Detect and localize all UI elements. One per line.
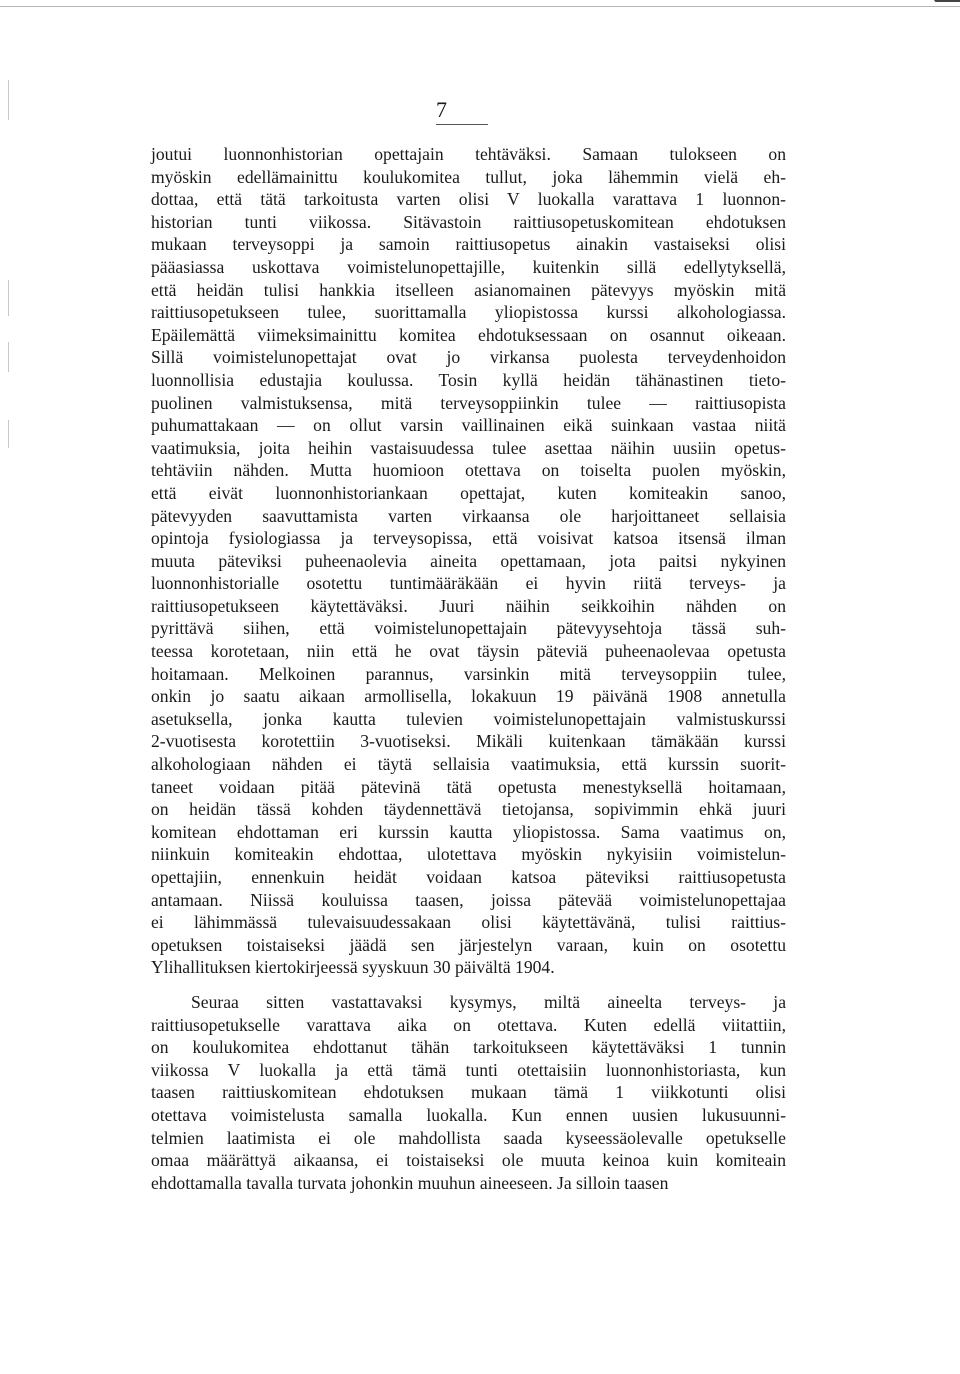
text-line: että heidän tulisi hankkia itselleen asianomainen pätevyys myöskin mitä: [151, 279, 786, 300]
text-line: muuta päteviksi puheenaolevia aineita opettamaan, jota paitsi nykyinen: [151, 550, 786, 571]
text-line: telmien laatimista ei ole mahdollista saada kyseessäolevalle opetukselle: [151, 1127, 786, 1148]
text-line: raittiusopetukseen tulee, suorittamalla yliopistossa kurssi alkohologiassa.: [151, 302, 786, 323]
text-line: ei lähimmässä tulevaisuudessakaan olisi käytettävänä, tulisi raittius-: [151, 912, 786, 933]
text-line: historian tunti viikossa. Sitävastoin raittiusopetuskomitean ehdotuksen: [151, 211, 786, 232]
text-line: Ylihallituksen kiertokirjeessä syyskuun 30 päivältä 1904.: [151, 957, 555, 978]
text-line: luonnollisia edustajia koulussa. Tosin kyllä heidän tähänastinen tieto-: [151, 369, 786, 390]
text-line: opettajiin, ennenkuin heidät voidaan katsoa päteviksi raittiusopetusta: [151, 867, 786, 887]
text-line: otettava voimistelusta samalla luokalla. Kun ennen uusien lukusuunni-: [151, 1104, 786, 1125]
text-line: puolinen valmistuksensa, mitä terveysoppiinkin tulee — raittiusopista: [151, 392, 786, 413]
text-line: 2-vuotisesta korotettiin 3-vuotiseksi. Mikäli kuitenkaan tämäkään kurssi: [151, 731, 786, 752]
text-line: luonnonhistorialle osotettu tuntimääräkään ei hyvin riitä terveys- ja: [151, 573, 786, 594]
scan-edge-mark: [8, 80, 9, 120]
text-line: taasen raittiuskomitean ehdotuksen mukaan tämä 1 viikkotunti olisi: [151, 1082, 786, 1103]
text-line: Epäilemättä viimeksimainittu komitea ehdotuksessaan on osannut oikeaan.: [151, 324, 786, 345]
paragraph: [151, 991, 786, 1194]
text-line: että eivät luonnonhistoriankaan opettajat, kuten komiteakin sanoo,: [151, 482, 786, 503]
top-edge-rule: [0, 6, 960, 7]
text-line: tehtäviin nähden. Mutta huomioon otettava on toiselta puolen myöskin,: [151, 460, 786, 481]
text-line: joutui luonnonhistorian opettajain tehtäväksi. Samaan tulokseen on: [151, 144, 786, 164]
text-line: puhumattakaan — on ollut varsin vaillinainen eikä suinkaan vastaa niitä: [151, 415, 786, 436]
body-text: [151, 143, 786, 1194]
page-number-underline: [436, 124, 488, 125]
text-line: dottaa, että tätä tarkoitusta varten olisi V luokalla varattava 1 luonnon-: [151, 189, 786, 210]
text-line: alkohologiaan nähden ei täytä sellaisia vaatimuksia, että kurssin suorit-: [151, 754, 786, 775]
page-number: 7: [436, 97, 447, 122]
text-line: pääasiassa uskottava voimistelunopettajille, kuitenkin sillä edellytyksellä,: [151, 256, 786, 277]
text-line: teessa korotetaan, niin että he ovat täysin päteviä puheenaolevaa opetusta: [151, 641, 786, 662]
text-line: asetuksella, jonka kautta tulevien voimistelunopettajain valmistuskurssi: [151, 708, 786, 729]
text-line: opetuksen toistaiseksi jäädä sen järjestelyn varaan, kuin on osotettu: [151, 934, 786, 955]
text-line: ehdottamalla tavalla turvata johonkin muuhun aineeseen. Ja silloin taasen: [151, 1172, 669, 1193]
text-line: antamaan. Niissä kouluissa taasen, joissa pätevää voimistelunopettajaa: [151, 889, 786, 910]
scan-edge-mark: [8, 420, 9, 448]
text-line: omaa määrättyä aikaansa, ei toistaiseksi ole muuta keinoa kuin komiteain: [151, 1150, 786, 1171]
text-line: pyrittävä siihen, että voimistelunopettajain pätevyysehtoja tässä suh-: [151, 618, 786, 639]
text-line: opintoja fysiologiassa ja terveysopissa, että voisivat katsoa itsensä ilman: [151, 528, 786, 549]
paragraph-gap: [151, 979, 786, 991]
text-line: on koulukomitea ehdottanut tähän tarkoitukseen käytettäväksi 1 tunnin: [151, 1037, 786, 1058]
text-line: on heidän tässä kohden täydennettävä tietojansa, sopivimmin ehkä juuri: [151, 799, 786, 820]
text-line: Sillä voimistelunopettajat ovat jo virkansa puolesta terveydenhoidon: [151, 347, 786, 368]
paragraph: [151, 143, 786, 979]
text-line: niinkuin komiteakin ehdottaa, ulotettava myöskin nykyisiin voimistelun-: [151, 844, 786, 865]
text-line: raittiusopetukselle varattava aika on otettava. Kuten edellä viitattiin,: [151, 1014, 786, 1035]
text-line: taneet voidaan pitää pätevinä tätä opetusta menestyksellä hoitamaan,: [151, 776, 786, 797]
text-line: hoitamaan. Melkoinen parannus, varsinkin mitä terveysoppiin tulee,: [151, 663, 786, 684]
text-line: komitean ehdottaman eri kurssin kautta yliopistossa. Sama vaatimus on,: [151, 821, 786, 842]
text-line: viikossa V luokalla ja että tämä tunti otettaisiin luonnonhistoriasta, kun: [151, 1059, 786, 1080]
text-line: pätevyyden saavuttamista varten virkaansa ole harjoittaneet sellaisia: [151, 505, 786, 526]
text-line: onkin jo saatu aikaan armollisella, lokakuun 19 päivänä 1908 annetulla: [151, 686, 786, 707]
text-line: myöskin edellämainittu koulukomitea tullut, joka lähemmin vielä eh-: [151, 166, 786, 187]
text-line: Seuraa sitten vastattavaksi kysymys, miltä aineelta terveys- ja: [191, 991, 786, 1012]
text-line: vaatimuksia, joita heihin vastaisuudessa tulee asettaa näihin uusiin opetus-: [151, 437, 786, 458]
scan-edge-mark: [8, 342, 9, 372]
text-line: raittiusopetukseen käytettäväksi. Juuri näihin seikkoihin nähden on: [151, 595, 786, 616]
scan-corner-mark: [934, 0, 960, 16]
text-line: mukaan terveysoppi ja samoin raittiusopetus ainakin vastaiseksi olisi: [151, 234, 786, 255]
scan-edge-mark: [8, 280, 9, 316]
